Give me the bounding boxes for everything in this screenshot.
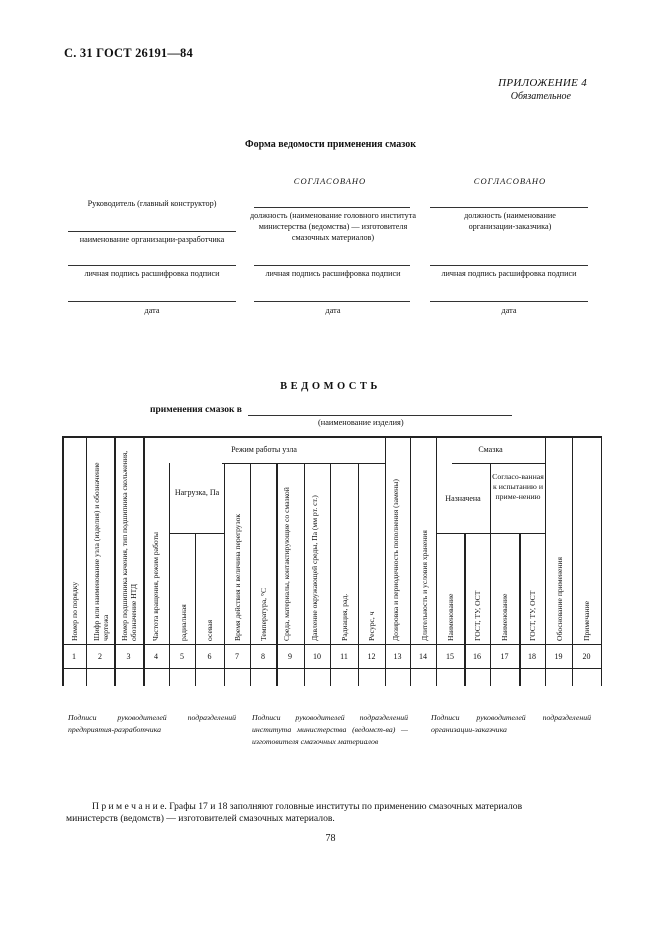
appendix-label: ПРИЛОЖЕНИЕ 4 bbox=[498, 77, 587, 89]
document-header: С. 31 ГОСТ 26191—84 bbox=[64, 46, 193, 60]
group-lube-header: Смазка bbox=[478, 445, 503, 454]
org-label-left: наименование организации-разработчика bbox=[79, 235, 225, 244]
col-number: 6 bbox=[207, 652, 212, 661]
col-header: Дозировка и периодичность пополнения (замены) bbox=[391, 479, 400, 641]
col-number: 18 bbox=[528, 652, 536, 661]
statement-subtitle: применения смазок в bbox=[150, 405, 242, 415]
note-lead: П р и м е ч а н и е. bbox=[92, 801, 167, 812]
col-number: 13 bbox=[393, 652, 402, 661]
signature-line bbox=[68, 301, 236, 302]
col-number: 16 bbox=[473, 652, 481, 661]
col-number: 7 bbox=[235, 652, 239, 661]
col-header: Обоснование применения bbox=[555, 557, 564, 641]
col-header: радиальная bbox=[179, 604, 188, 641]
col-number: 10 bbox=[313, 652, 321, 661]
note-text-2: министерств (ведомств) — изготовителей смазочных материалов. bbox=[66, 813, 335, 824]
col-header: Шифр или наименование узла (изделия) и обозначение чертежа bbox=[92, 462, 110, 641]
signature-line bbox=[430, 265, 588, 266]
col-header: ГОСТ, ТУ, ОСТ bbox=[473, 590, 482, 641]
signature-line bbox=[68, 231, 236, 232]
col-header: Номер подшипника качения, тип подшипника скольжения, обозначение НТД bbox=[120, 450, 138, 641]
col-number: 9 bbox=[288, 652, 292, 661]
col-number: 8 bbox=[261, 652, 265, 661]
col-header: Длительность и условия хранения bbox=[420, 530, 429, 641]
signatures-customer: Подписи руководителей подразделений организации-заказчика bbox=[431, 713, 591, 734]
group-mode-header: Режим работы узла bbox=[231, 445, 297, 454]
col-number: 1 bbox=[72, 652, 76, 661]
signature-line bbox=[68, 265, 236, 266]
item-name-line bbox=[248, 415, 512, 416]
col-header: ГОСТ, ТУ, ОСТ bbox=[528, 590, 537, 641]
date-label-right: дата bbox=[501, 306, 517, 315]
col-number: 14 bbox=[419, 652, 427, 661]
signature-line bbox=[430, 207, 588, 208]
date-label-left: дата bbox=[144, 306, 160, 315]
statement-title: ВЕДОМОСТЬ bbox=[280, 381, 381, 392]
date-label-middle: дата bbox=[325, 306, 341, 315]
assigned-header: Назначена bbox=[445, 494, 481, 503]
col-number: 20 bbox=[582, 652, 591, 661]
signatures-developer: Подписи руководителей подразделений предприятия-разработчика bbox=[68, 713, 236, 734]
agreed-label-right: СОГЛАСОВАНО bbox=[473, 176, 547, 186]
lubricant-table bbox=[62, 436, 601, 686]
col-header: осевая bbox=[205, 619, 214, 641]
col-header: Примечание bbox=[582, 600, 591, 641]
col-header: Время действия и величина перегрузок bbox=[233, 513, 242, 641]
col-header: Среда, материалы, контактирующие со смазкой bbox=[282, 487, 291, 641]
sign-label-right: личная подпись расшифровка подписи bbox=[441, 269, 577, 278]
col-header: Частота вращения, режим работы bbox=[151, 532, 160, 641]
col-header: Наименование bbox=[500, 593, 509, 641]
col-number: 17 bbox=[500, 652, 509, 661]
col-header: Наименование bbox=[446, 593, 455, 641]
note-text-1: Графы 17 и 18 заполняют головные институты по применению смазочных материалов bbox=[166, 801, 523, 812]
load-group-header: Нагрузка, Па bbox=[174, 488, 220, 497]
note-line-1 bbox=[92, 800, 602, 813]
agreed-test-header: Согласо-ванная к испытанию и приме-нению bbox=[492, 472, 544, 501]
signatures-institute: Подписи руководителей подразделений института министерства (ведомст-ва) — изготовителя смазочных материалов bbox=[252, 713, 408, 746]
signature-line bbox=[430, 301, 588, 302]
signature-line bbox=[254, 207, 410, 208]
item-name-note: (наименование изделия) bbox=[318, 418, 404, 427]
col-number: 11 bbox=[340, 652, 348, 661]
col-header: Номер по порядку bbox=[70, 581, 79, 641]
col-number: 3 bbox=[126, 652, 131, 661]
signature-line bbox=[254, 265, 410, 266]
sign-label-left: личная подпись расшифровка подписи bbox=[84, 269, 220, 278]
form-title: Форма ведомости применения смазок bbox=[245, 139, 416, 150]
col-number: 15 bbox=[446, 652, 454, 661]
head-designer-label: Руководитель (главный конструктор) bbox=[87, 199, 217, 208]
col-header: Радиация, рад. bbox=[340, 593, 349, 641]
col-number: 5 bbox=[180, 652, 184, 661]
col-header: Давление окружающей среды, Па (мм рт. ст.) bbox=[310, 495, 319, 641]
signature-line bbox=[254, 301, 410, 302]
position-label-middle: должность (наименование головного института министерства (ведомства) — изготовителя смазочных материалов) bbox=[250, 211, 417, 242]
col-header: Ресурс, ч bbox=[367, 611, 376, 641]
col-number: 4 bbox=[154, 652, 158, 661]
col-header: Температура, °С bbox=[259, 587, 268, 641]
appendix-status: Обязательное bbox=[510, 91, 571, 102]
col-number: 12 bbox=[367, 652, 376, 661]
page-number: 78 bbox=[325, 833, 336, 844]
sign-label-middle: личная подпись расшифровка подписи bbox=[265, 269, 401, 278]
col-number: 19 bbox=[554, 652, 563, 661]
position-label-right: должность (наименование организации-заказчика) bbox=[464, 211, 556, 231]
agreed-label-middle: СОГЛАСОВАНО bbox=[293, 176, 367, 186]
col-number: 2 bbox=[98, 652, 102, 661]
